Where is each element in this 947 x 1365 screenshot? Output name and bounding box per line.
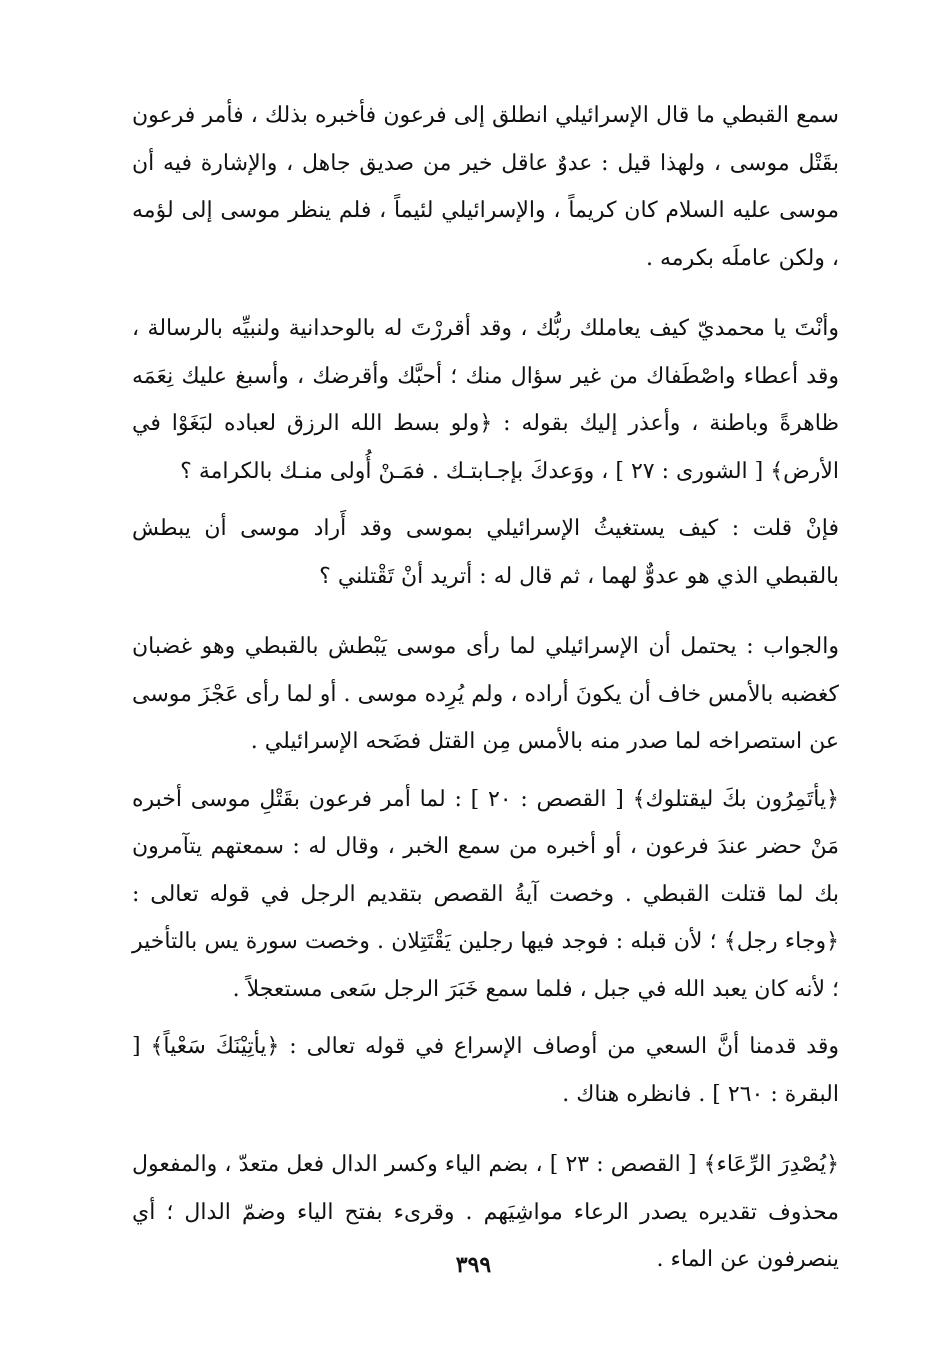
paragraph-6: وقد قدمنا أنَّ السعي من أوصاف الإسراع في قوله تعالى : ﴿يأتِيْنَكَ سَعْياً﴾ [ البقرة : ٢٦٠ ] . فانظره هناك . bbox=[132, 1034, 839, 1107]
paragraph-1: سمع القبطي ما قال الإسرائيلي انطلق إلى فرعون فأخبره بذلك ، فأمر فرعون بقَتْل موسى ، ولهذا قيل : عدوٌ عاقل خير من صديق جاهل ، والإشارة فيه أن موسى عليه السلام كان كريماً ، والإسرائيلي لئيماً ، فلم ينظر موسى إلى لؤمه ، ولكن عاملَه بكرمه . bbox=[132, 103, 839, 271]
paragraph-3: فإنْ قلت : كيف يستغيثُ الإسرائيلي بموسى وقد أَراد موسى أن يبطش بالقبطي الذي هو عدوٌّ لهما ، ثم قال له : أتريد أنْ تَقْتلني ؟ bbox=[132, 516, 839, 589]
paragraph-7: ﴿يُصْدِرَ الرِّعَاء﴾ [ القصص : ٢٣ ] ، بضم الياء وكسر الدال فعل متعدّ ، والمفعول محذوف تقديره يصدر الرعاء مواشِيَهم . وقرىء بفتح الياء وضمّ الدال ؛ أي ينصرفون عن الماء . bbox=[132, 1152, 840, 1272]
paragraph-5: ﴿يأتَمِرُون بكَ ليقتلوك﴾ [ القصص : ٢٠ ] : لما أمر فرعون بقَتْلِ موسى أخبره مَنْ حضر عندَ فرعون ، أو أخبره من سمع الخبر ، وقال له : سمعتهم يتآمرون بك لما قتلت القبطي . وخصت آيةُ القصص بتقديم الرجل في قوله تعالى : ﴿وجاء رجل﴾ ؛ لأن قبله : فوجد فيها رجلين يَقْتَتِلان . وخصت سورة يس بالتأخير ؛ لأنه كان يعبد الله في جبل ، فلما سمع خَبَرَ الرجل سَعى مستعجلاً . bbox=[132, 786, 839, 1002]
page-number: ٣٩٩ bbox=[455, 1252, 492, 1278]
page-body bbox=[132, 92, 839, 1284]
paragraph-2: وأنْتَ يا محمديّ كيف يعاملك ربُّك ، وقد أقررْتَ له بالوحدانية ولنبيِّه بالرسالة ، وقد أعطاء واصْطَفاك من غير سؤال منك ؛ أحبَّك وأقرضك ، وأسبغ عليك نِعَمَه ظاهرةً وباطنة ، وأعذر إليك بقوله : ﴿ولو بسط الله الرزق لعباده لبَغَوْا في الأرض﴾ [ الشورى : ٢٧ ] ، ووَعدكَ بإجـابتـك . فمَـنْ أُولى منـك بالكرامة ؟ bbox=[132, 316, 839, 484]
paragraph-4: والجواب : يحتمل أن الإسرائيلي لما رأى موسى يَبْطش بالقبطي وهو غضبان كغضبه بالأمس خاف أن يكونَ أراده ، ولم يُرِده موسى . أو لما رأى عَجْزَ موسى عن استصراخه لما صدر منه بالأمس مِن القتل فضَحه الإسرائيلي . bbox=[132, 634, 839, 754]
